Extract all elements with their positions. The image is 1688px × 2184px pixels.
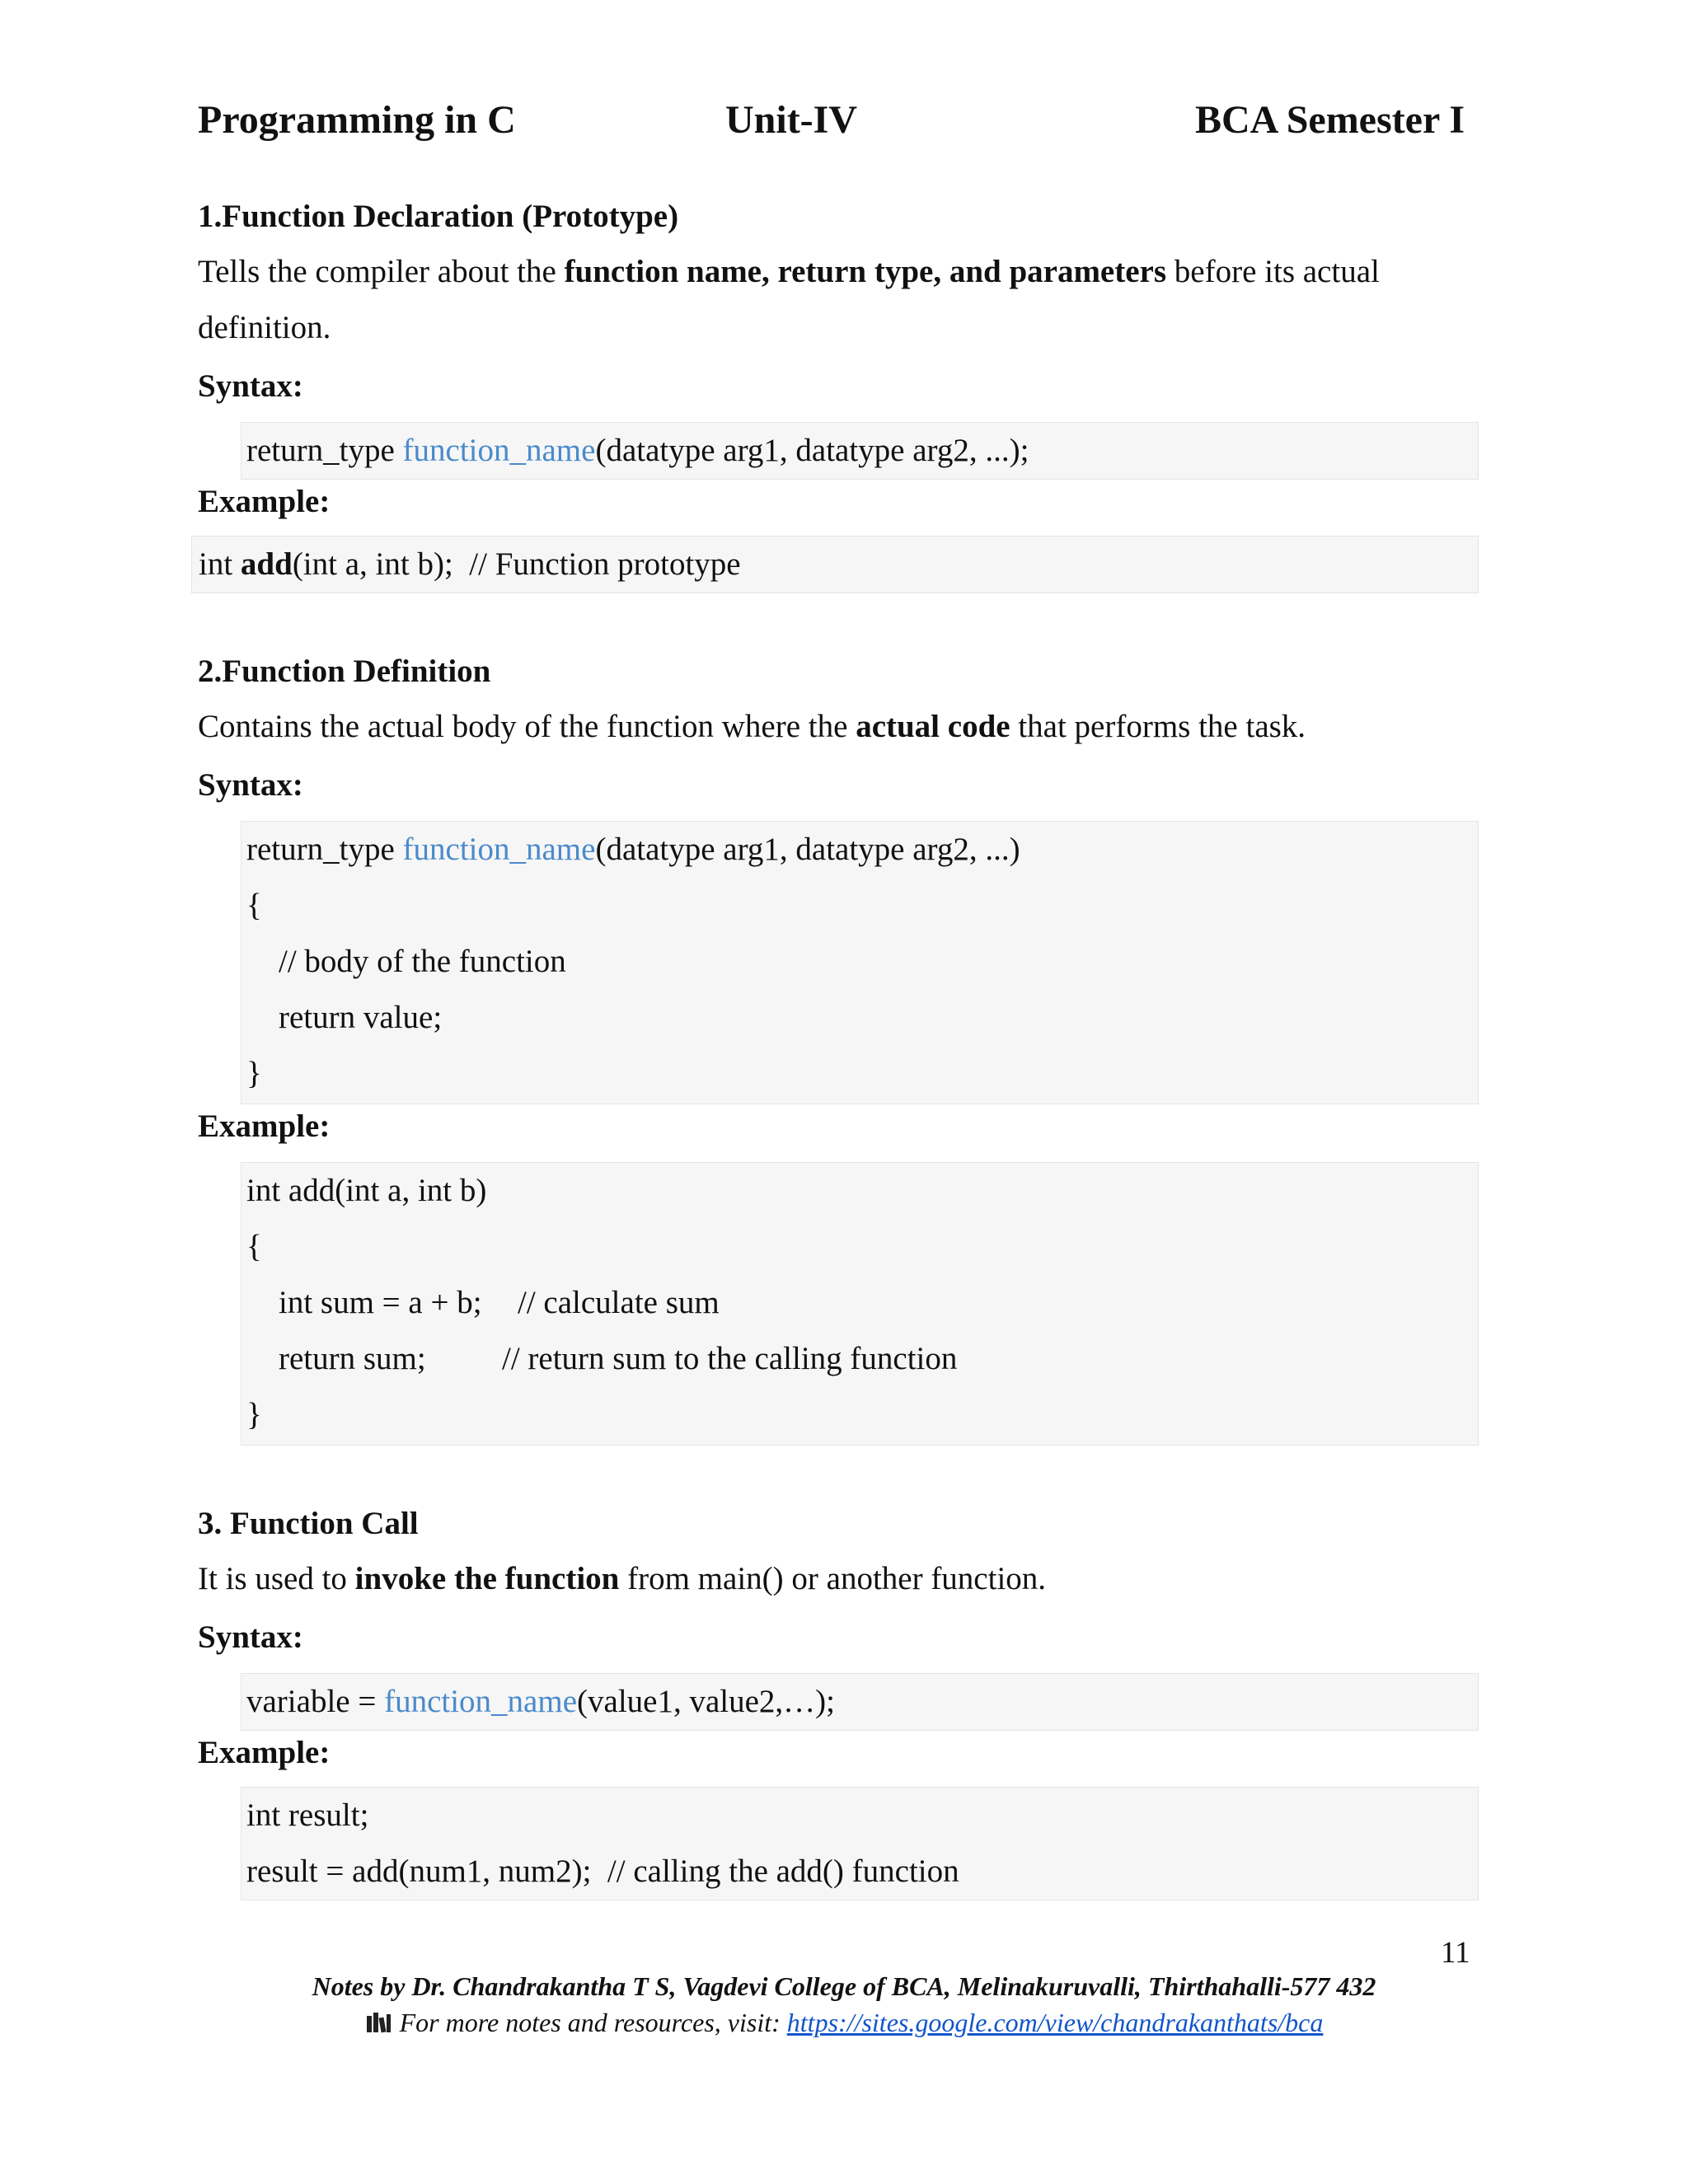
desc-text: It is used to [198,1561,355,1596]
section-3-syntax-label: Syntax: [198,1619,303,1655]
function-name-token: function_name [384,1684,578,1719]
code-comment: // return sum to the calling function [502,1341,958,1376]
footer-text: For more notes and resources, visit: [392,2008,787,2037]
header-unit: Unit-IV [725,98,858,142]
section-3-example-box [241,1787,1479,1900]
desc-bold: invoke the function [354,1561,620,1596]
code-line [199,537,741,593]
section-2-example-box [241,1162,1479,1446]
section-2-example-label: Example: [198,1108,331,1144]
section-2-description [198,699,1306,755]
code-line: // body of the function [279,944,566,979]
code-line [246,423,1029,479]
code-text: return_type [246,433,403,468]
code-comment: // calculate sum [518,1285,720,1320]
code-line: return value; [279,1000,443,1035]
code-line: } [246,1056,262,1091]
code-line: int result; [246,1797,369,1833]
desc-text: Tells the compiler about the [198,254,565,289]
section-1-syntax-box [241,422,1479,480]
desc-text: before its actual [1166,254,1380,289]
code-bold: add [240,546,293,582]
page-number: 11 [1441,1936,1470,1970]
function-name-token: function_name [402,832,596,867]
code-text: (datatype arg1, datatype arg2, ...); [595,433,1029,468]
code-line: result = add(num1, num2); // calling the add() function [246,1854,959,1889]
code-text: (value1, value2,…); [577,1684,836,1719]
section-2-syntax-label: Syntax: [198,767,303,803]
code-text: (int a, int b); // Function prototype [292,546,741,582]
code-text: return_type [246,832,403,867]
header-course-title: Programming in C [198,98,516,142]
section-2-title: 2.Function Definition [198,654,491,689]
code-text: variable = [246,1684,385,1719]
section-1-description-line2: definition. [198,310,331,345]
section-3-syntax-box [241,1673,1479,1731]
code-line [246,822,1020,878]
desc-bold: function name, return type, and parameters [564,254,1167,289]
code-line [246,1674,835,1730]
code-text: int [199,546,241,582]
section-3-title: 3. Function Call [198,1506,419,1541]
books-icon [365,2010,393,2033]
code-line: { [246,888,262,923]
desc-bold: actual code [856,709,1010,744]
code-line: return sum; [279,1341,426,1376]
footer-resources-line [0,2008,1688,2038]
section-1-title: 1.Function Declaration (Prototype) [198,199,679,234]
section-1-description [198,244,1380,300]
code-line: int sum = a + b; [279,1285,482,1320]
header-semester: BCA Semester I [1195,98,1465,142]
section-3-example-label: Example: [198,1735,331,1770]
desc-text: from main() or another function. [619,1561,1047,1596]
code-line: } [246,1397,262,1432]
section-1-example-label: Example: [198,484,331,519]
code-line: int add(int a, int b) [246,1173,487,1208]
section-3-description [198,1551,1046,1607]
resources-link[interactable]: https://sites.google.com/view/chandrakanthats/bca [786,2008,1324,2037]
code-text: (datatype arg1, datatype arg2, ...) [595,832,1020,867]
desc-text: that performs the task. [1010,709,1306,744]
section-1-syntax-label: Syntax: [198,368,303,404]
function-name-token: function_name [402,433,596,468]
section-1-example-box [191,536,1479,593]
footer-author-line: Notes by Dr. Chandrakantha T S, Vagdevi College of BCA, Melinakuruvalli, Thirthahalli-577 432 [312,1971,1376,2001]
section-2-syntax-box [241,821,1479,1104]
code-line: { [246,1229,262,1264]
desc-text: Contains the actual body of the function where the [198,709,856,744]
